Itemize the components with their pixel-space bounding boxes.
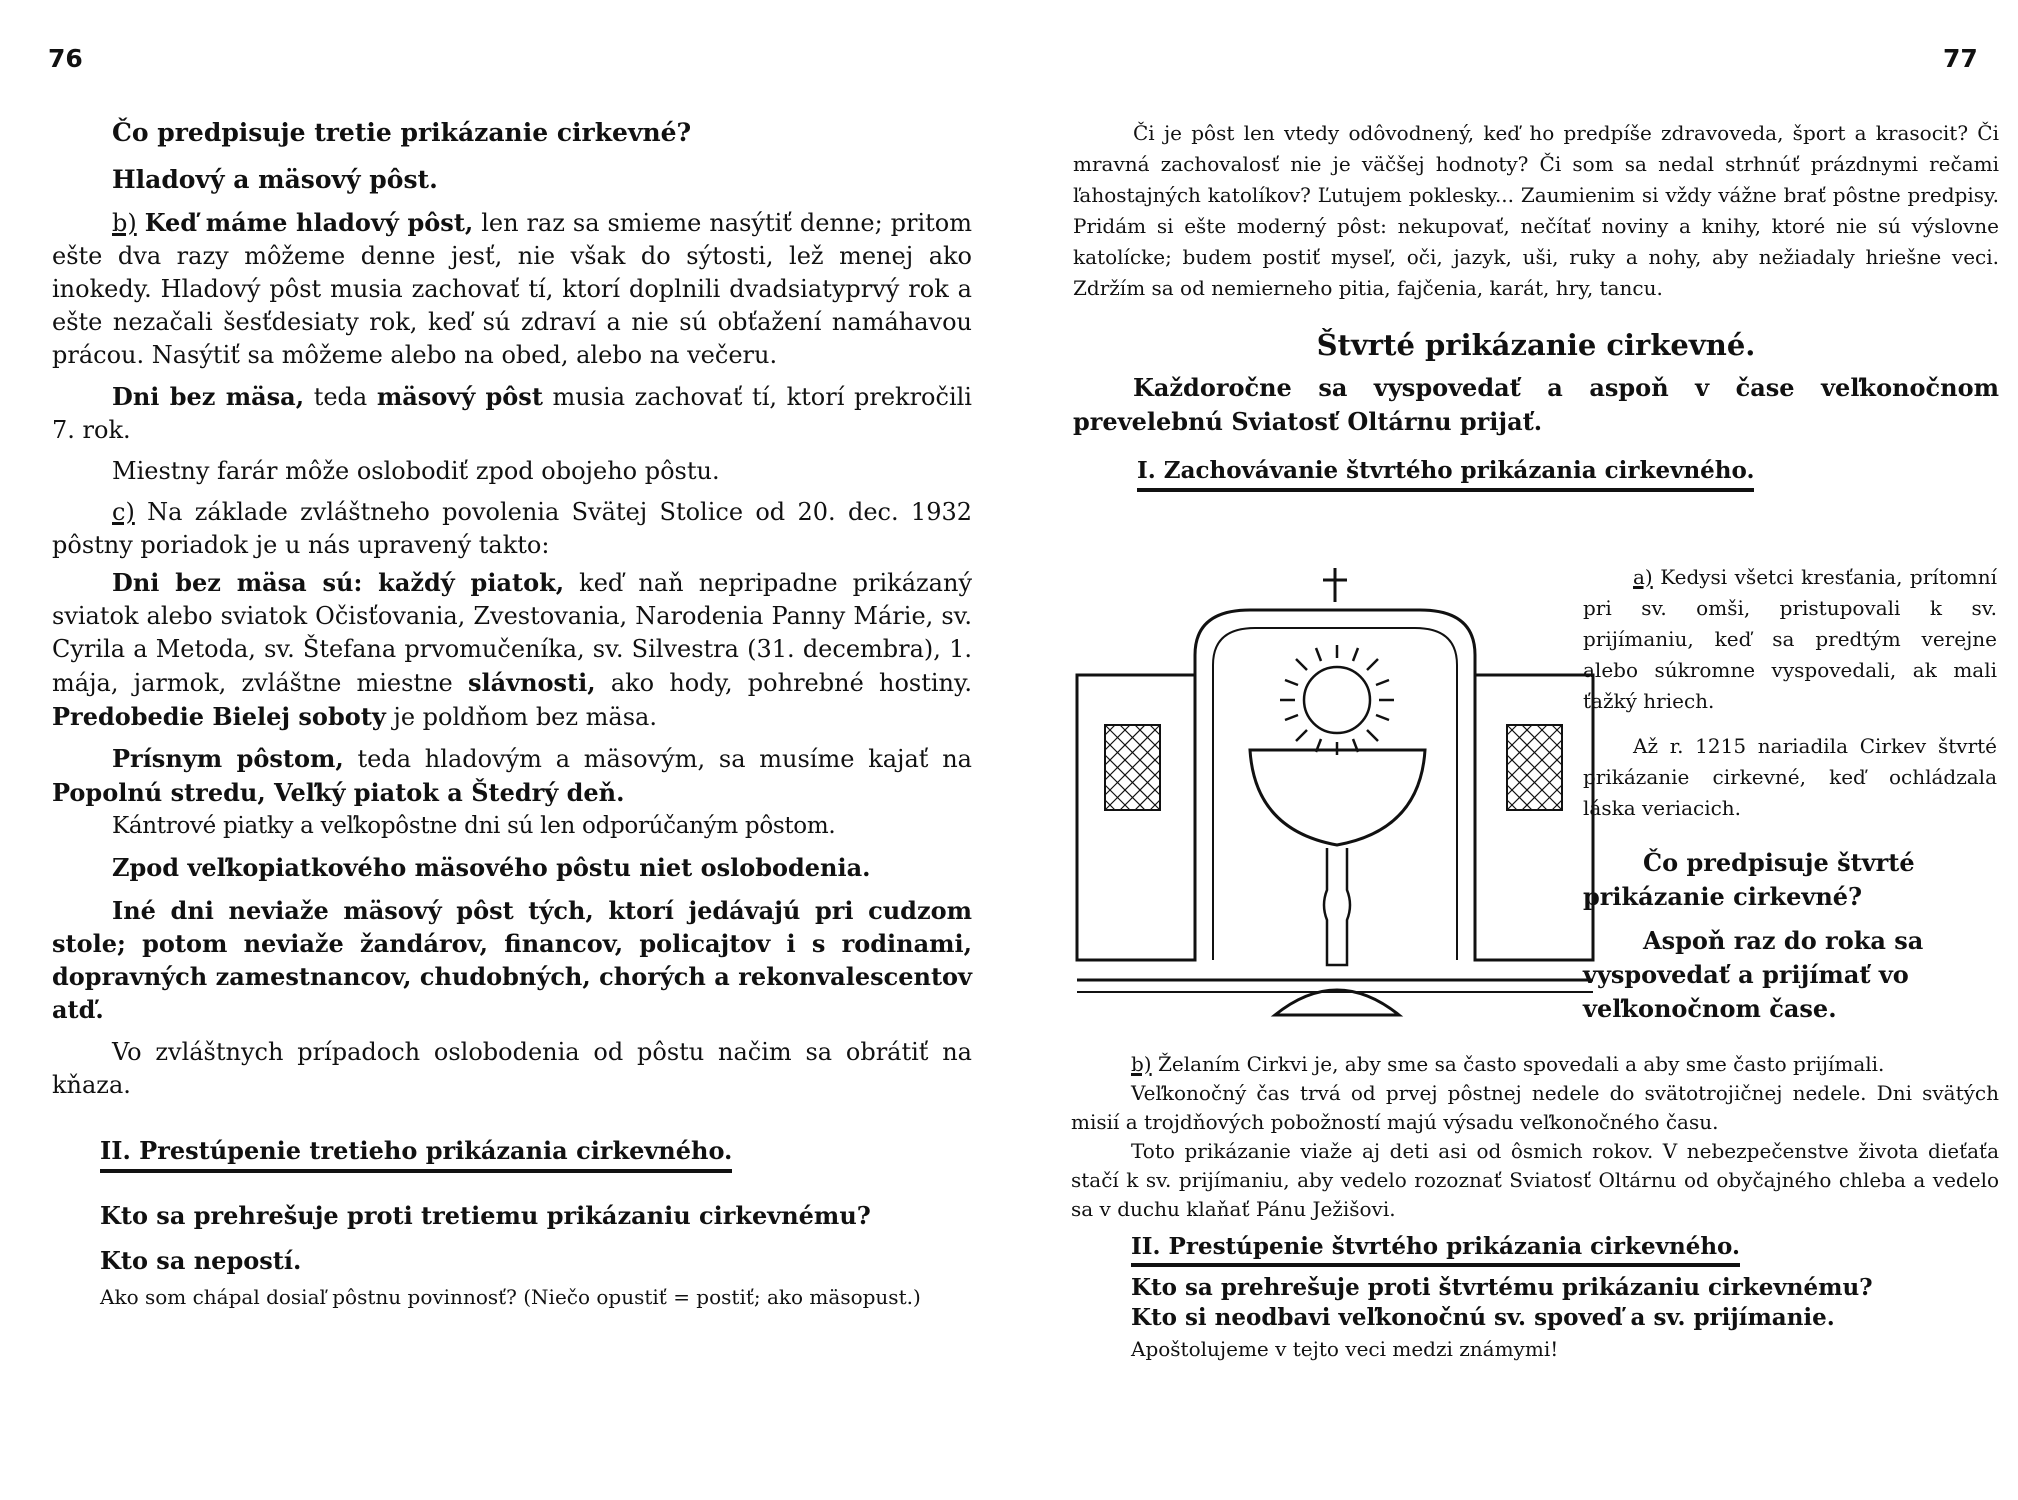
bold-text: mäsový pôst <box>376 382 543 411</box>
body-text: ako hody, pohrebné hostiny. <box>595 669 972 697</box>
paragraph-special-cases: Vo zvláštnych prípadoch oslobodenia od pôstu načim sa obrátiť na kňaza. <box>52 1038 972 1099</box>
section-heading <box>1137 455 1999 492</box>
item-label: a) <box>1633 565 1653 589</box>
body-text: teda <box>304 383 377 411</box>
body-text: Na základe zvláštneho povolenia Svätej Stolice od 20. dec. 1932 pôstny poriadok je u nás upravený takto: <box>52 498 972 559</box>
right-column-top <box>1073 118 1999 492</box>
paragraph-pastor: Miestny farár môže oslobodiť zpod obojeho pôstu. <box>112 457 720 485</box>
paragraph-apostolate: Apoštolujeme v tejto veci medzi známymi! <box>1131 1337 1559 1361</box>
right-page <box>1009 0 2018 1500</box>
paragraph-meatless-days <box>52 566 972 734</box>
body-text: teda hladovým a mäsovým, sa musíme kajať na <box>343 745 972 773</box>
altar-arch-inner <box>1213 628 1457 960</box>
section-heading <box>1131 1232 1999 1267</box>
paragraph-easter-time: Veľkonočný čas trvá od prvej pôstnej nedele do svätotrojičnej nedele. Dni svätých misií a trojdňových pobožností majú výsadu veľkonočného času. <box>1071 1081 1999 1134</box>
section-title: I. Zachovávanie štvrtého prikázania cirkevného. <box>1137 455 1754 492</box>
paragraph-meat-fast <box>52 380 972 447</box>
paragraph-holy-see <box>52 496 972 562</box>
right-column-bottom <box>1071 1050 1999 1364</box>
body-text: len raz sa smieme nasýtiť denne; pritom ešte dva razy môžeme denne jesť, nie však do sýtosti, lež menej ako inokedy. Hladový pôst musia zachovať tí, ktorí doplnili dvadsiatyprvý rok a ešte nezačali šesťdesiaty rok, keď sú zdraví a nie sú obťažení namáhavou prácou. Nasýtiť sa môžeme alebo na obed, alebo na večeru. <box>52 209 972 369</box>
paragraph-children: Toto prikázanie viaže aj deti asi od ôsmich rokov. V nebezpečenstve života dieťaťa stačí k sv. prijímaniu, aby vedelo rozoznať Sviatosť Oltárnu od obyčajného chleba a vedelo sa v duchu klaňať Pánu Ježišovi. <box>1071 1139 1999 1221</box>
window-lattice <box>1105 725 1562 810</box>
chalice-stem <box>1324 848 1350 965</box>
altar-arch <box>1195 610 1475 960</box>
paragraph-intro: Či je pôst len vtedy odôvodnený, keď ho predpíše zdravoveda, šport a krasocit? Či mravná zachovalosť nie je väčšej hodnoty? Či som sa nedal strhnúť prázdnymi rečami ľahostajných katolíkov? Ľutujem poklesky... Zaumienim si vždy vážne brať pôstne predpisy. Pridám si ešte moderný pôst: nekupovať, nečítať noviny a knihy, ktoré nie sú výslovne katolícke; budem postiť myseľ, oči, jazyk, uši, ruky a nohy, aby nežiadaly hriešne veci. Zdržím sa od nemierneho pitia, fajčenia, karát, hry, tancu. <box>1073 121 1999 300</box>
paragraph-good-friday: Zpod veľkopiatkového mäsového pôstu niet oslobodenia. <box>112 853 871 882</box>
chapter-lead: Každoročne sa vyspovedať a aspoň v čase veľkonočnom prevelebnú Sviatosť Oltárnu prijať. <box>1073 373 1999 436</box>
page-number: 76 <box>48 44 83 73</box>
chalice-base <box>1275 990 1399 1015</box>
paragraph-year-1215: Až r. 1215 nariadila Cirkev štvrté prikázanie cirkevné, keď ochládzala láska veriacich. <box>1583 734 1997 820</box>
body-text: musia zachovať tí, ktorí prekročili 7. rok. <box>52 383 972 444</box>
chalice-cup <box>1250 750 1425 845</box>
right-column-side <box>1583 562 1997 1026</box>
bold-text: Dni bez mäsa sú: každý piatok, <box>112 568 565 597</box>
question-heading: Čo predpisuje štvrté prikázanie cirkevné? <box>1583 848 1915 911</box>
answer-heading: Aspoň raz do roka sa vyspovedať a prijímať vo veľkonočnom čase. <box>1583 926 1924 1023</box>
altar-panel-left <box>1077 675 1195 960</box>
paragraph-frequent-communion <box>1071 1050 1999 1079</box>
bold-text: slávnosti, <box>467 668 596 697</box>
host-circle <box>1304 667 1370 733</box>
paragraph-hunger-fast <box>52 206 972 372</box>
section-heading <box>100 1134 972 1173</box>
bold-text: Dni bez mäsa, <box>112 382 305 411</box>
left-column <box>52 116 972 1311</box>
body-text: keď naň nepripadne prikázaný sviatok alebo sviatok Očisťovania, Zvestovania, Narodenia Panny Márie, sv. Cyrila a Metoda, sv. Štefana prvomučeníka, sv. Silvestra (31. decembra), 1. mája, jarmok, zvláštne miestne <box>52 569 972 697</box>
paragraph-exemptions: Iné dni neviaže mäsový pôst tých, ktorí jedávajú pri cudzom stole; potom neviaže žandárov, financov, policajtov i s rodinami, dopravných zamestnancov, chudobných, chorých a rekonvalescentov atď. <box>52 896 972 1024</box>
bold-text: Keď máme hladový pôst, <box>144 208 474 237</box>
bold-text: Popolnú stredu, Veľký piatok a Štedrý deň. <box>52 778 625 807</box>
paragraph-note: Ako som chápal dosiaľ pôstnu povinnosť? (Niečo opustiť = postiť; ako mäsopust.) <box>100 1285 921 1309</box>
item-label: b) <box>112 209 137 237</box>
item-label: b) <box>1131 1052 1152 1076</box>
answer-heading: Kto sa nepostí. <box>100 1246 302 1275</box>
section-title: II. Prestúpenie tretieho prikázania cirkevného. <box>100 1134 732 1173</box>
body-text: Kedysi všetci kresťania, prítomní pri sv. omši, pristupovali k sv. prijímaniu, keď sa predtým verejne alebo súkromne vyspovedali, ak mali ťažký hriech. <box>1583 565 1997 713</box>
question-heading: Kto sa prehrešuje proti štvrtému prikázaniu cirkevnému? <box>1131 1274 1873 1301</box>
chalice-illustration <box>1075 560 1595 1050</box>
chapter-title: Štvrté prikázanie cirkevné. <box>1316 328 1756 362</box>
body-text: Želaním Cirkvi je, aby sme sa často spovedali a aby sme často prijímali. <box>1151 1052 1885 1076</box>
question-heading: Čo predpisuje tretie prikázanie cirkevné? <box>112 118 692 147</box>
paragraph-early-christians <box>1583 562 1997 717</box>
page-number: 77 <box>1943 44 1978 73</box>
host-rays <box>1280 645 1394 755</box>
bold-text: Prísnym pôstom, <box>112 744 344 773</box>
paragraph-strict-fast <box>52 742 972 810</box>
section-title: II. Prestúpenie štvrtého prikázania cirkevného. <box>1131 1232 1740 1267</box>
answer-heading: Kto si neodbavi veľkonočnú sv. spoveď a sv. prijímanie. <box>1131 1304 1835 1331</box>
altar-panel-right <box>1475 675 1593 960</box>
paragraph-ember-days: Kántrové piatky a veľkopôstne dni sú len odporúčaným pôstom. <box>112 813 836 839</box>
question-heading: Kto sa prehrešuje proti tretiemu prikázaniu cirkevnému? <box>100 1201 871 1230</box>
answer-heading: Hladový a mäsový pôst. <box>112 165 438 194</box>
bold-text: Predobedie Bielej soboty <box>52 702 386 731</box>
item-label: c) <box>112 498 135 526</box>
body-text: je poldňom bez mäsa. <box>385 703 657 731</box>
